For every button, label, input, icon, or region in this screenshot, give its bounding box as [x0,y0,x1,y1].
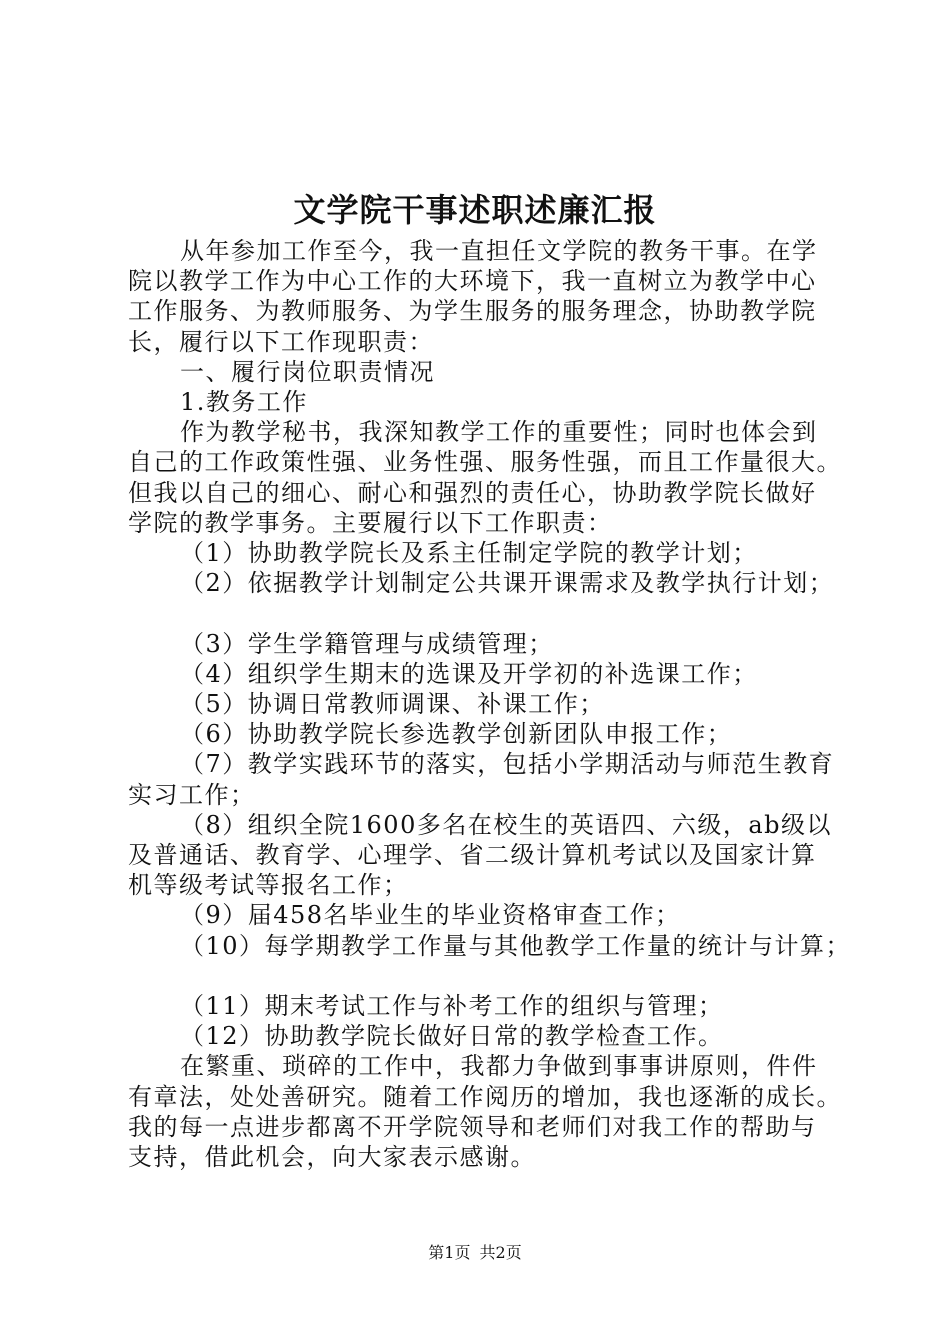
page-footer [0,1242,950,1264]
list-item: （5）协调日常教师调课、补课工作； [180,690,605,719]
list-item-continuation: 机等级考试等报名工作； [128,871,409,900]
paragraph-line: 在繁重、琐碎的工作中，我都力争做到事事讲原则，件件 [180,1052,818,1081]
paragraph-line: 我的每一点进步都离不开学院领导和老师们对我工作的帮助与 [128,1112,817,1141]
list-item: （4）组织学生期末的选课及开学初的补选课工作； [180,659,758,688]
list-item: （1）协助教学院长及系主任制定学院的教学计划； [180,539,758,568]
paragraph-line: 工作服务、为教师服务、为学生服务的服务理念，协助教学院 [128,297,817,326]
paragraph-line: 院以教学工作为中心工作的大环境下，我一直树立为教学中心 [128,267,817,296]
page-number: 第1页 [428,1243,471,1262]
blank-line [128,598,836,628]
list-item-continuation: 及普通话、教育学、心理学、省二级计算机考试以及国家计算 [128,841,817,870]
paragraph-line: 长，履行以下工作现职责： [128,327,434,356]
page-total: 共2页 [479,1243,522,1262]
paragraph-line: 有章法，处处善研究。随着工作阅历的增加，我也逐渐的成长。 [128,1082,842,1111]
subsection-heading: 1.教务工作 [180,388,308,417]
page-title: 文学院干事述职述廉汇报 [293,191,657,229]
paragraph-line: 学院的教学事务。主要履行以下工作职责： [128,508,613,537]
blank-line [128,961,836,991]
list-item: （6）协助教学院长参选教学创新团队申报工作； [180,720,733,749]
list-item: （12）协助教学院长做好日常的教学检查工作。 [180,1022,724,1051]
section-heading: 一、履行岗位职责情况 [180,357,435,386]
paragraph-line: 支持，借此机会，向大家表示感谢。 [128,1143,536,1172]
list-item: （10）每学期教学工作量与其他教学工作量的统计与计算； [180,931,852,960]
document-body [128,236,852,1172]
list-item: （3）学生学籍管理与成绩管理； [180,629,554,658]
paragraph-line: 但我以自己的细心、耐心和强烈的责任心，协助教学院长做好 [128,478,817,507]
list-item: （2）依据教学计划制定公共课开课需求及教学执行计划； [180,569,835,598]
list-item: （11）期末考试工作与补考工作的组织与管理； [180,992,724,1021]
list-item-continuation: 实习工作； [128,780,256,809]
paragraph-line: 从年参加工作至今，我一直担任文学院的教务干事。在学 [180,237,818,265]
list-item: （8）组织全院1600多名在校生的英语四、六级，ab级以 [180,810,833,839]
paragraph-line: 作为教学秘书，我深知教学工作的重要性；同时也体会到 [180,418,818,447]
list-item: （7）教学实践环节的落实，包括小学期活动与师范生教育 [180,750,835,779]
paragraph-line: 自己的工作政策性强、业务性强、服务性强，而且工作量很大。 [128,448,842,477]
list-item: （9）届458名毕业生的毕业资格审查工作； [180,901,681,930]
